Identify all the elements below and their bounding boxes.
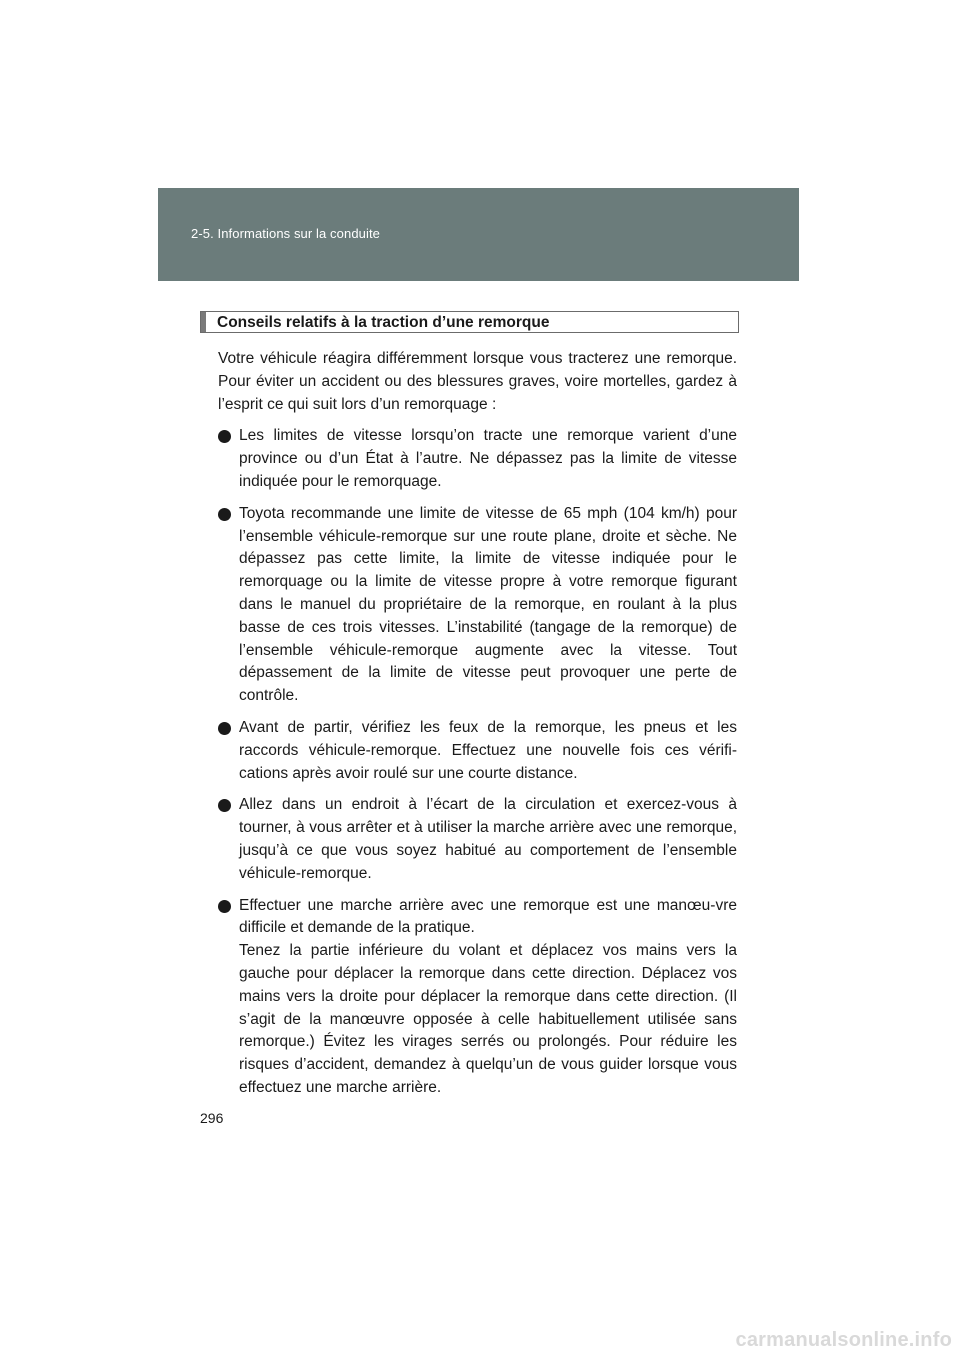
chapter-section-label: 2-5. Informations sur la conduite: [191, 226, 381, 241]
bullet-text: Effectuer une marche arrière avec une remorque est une manœu-vre difficile et demande de la pratique.: [239, 896, 737, 937]
section-title: Conseils relatifs à la traction d’une remorque: [217, 314, 550, 331]
section-heading-box: [200, 311, 739, 333]
bullet-text: Les limites de vitesse lorsqu’on tracte une remorque varient d’une province ou d’un État à l’autre. Ne dépassez pas la limite de vitesse indiquée pour le remorquage.: [239, 427, 737, 490]
bullet-dot-icon: [218, 430, 231, 443]
bullet-item: [218, 895, 737, 1100]
page-number: 296: [200, 1110, 224, 1126]
watermark: carmanualsonline.info: [735, 1329, 952, 1351]
section-heading-marker: [201, 312, 206, 332]
bullet-dot-icon: [218, 799, 231, 812]
bullet-item: [218, 503, 737, 708]
bullet-continuation-text: Tenez la partie inférieure du volant et déplacez vos mains vers la gauche pour déplacer la remorque dans cette direction. Déplacez vos mains vers la droite pour déplacer la remorque dans cette direction. (Il s’agit de la manœuvre opposée à celle habituellement utilisée sans remorque.) Évitez les virages serrés ou prolongés. Pour réduire les risques d’accident, demandez à quelqu’un de vous guider lorsque vous effectuez une marche arrière.: [239, 942, 737, 1096]
bullet-item: [218, 717, 737, 785]
bullet-text: Avant de partir, vérifiez les feux de la remorque, les pneus et les raccords véhicule-remorque. Effectuez une nouvelle fois ces vérifi-cations après avoir roulé sur une courte distance.: [239, 718, 737, 782]
bullet-text: Allez dans un endroit à l’écart de la circulation et exercez-vous à tourner, à vous arrêter et à utiliser la marche arrière avec une remorque, jusqu’à ce que vous soyez habitué au comportement de l’ensemble véhicule-remorque.: [239, 796, 737, 882]
bullet-item: [218, 794, 737, 885]
bullet-text: Toyota recommande une limite de vitesse de 65 mph (104 km/h) pour l’ensemble véhicule-remorque sur une route plane, droite et sèche. Ne dépassez pas cette limite, la limite de vitesse indiquée pour le remorquage ou la limite de vitesse propre à votre remorque figurant dans le manuel du propriétaire de la remorque, en roulant à la plus basse de ces trois vitesses. L’instabilité (tangage de la remorque) de l’ensemble véhicule-remorque augmente avec la vitesse. Tout dépassement de la limite de vitesse peut provoquer une perte de contrôle.: [239, 504, 737, 705]
bullet-item: [218, 425, 737, 493]
intro-paragraph: Votre véhicule réagira différemment lorsque vous tracterez une remorque. Pour éviter un accident ou des blessures graves, voire mortelles, gardez à l’esprit ce qui suit lors d’un remorquage :: [218, 350, 737, 413]
bullet-dot-icon: [218, 900, 231, 913]
body-content: [218, 348, 737, 1109]
bullet-dot-icon: [218, 722, 231, 735]
chapter-header-band: [158, 188, 799, 281]
bullet-dot-icon: [218, 508, 231, 521]
